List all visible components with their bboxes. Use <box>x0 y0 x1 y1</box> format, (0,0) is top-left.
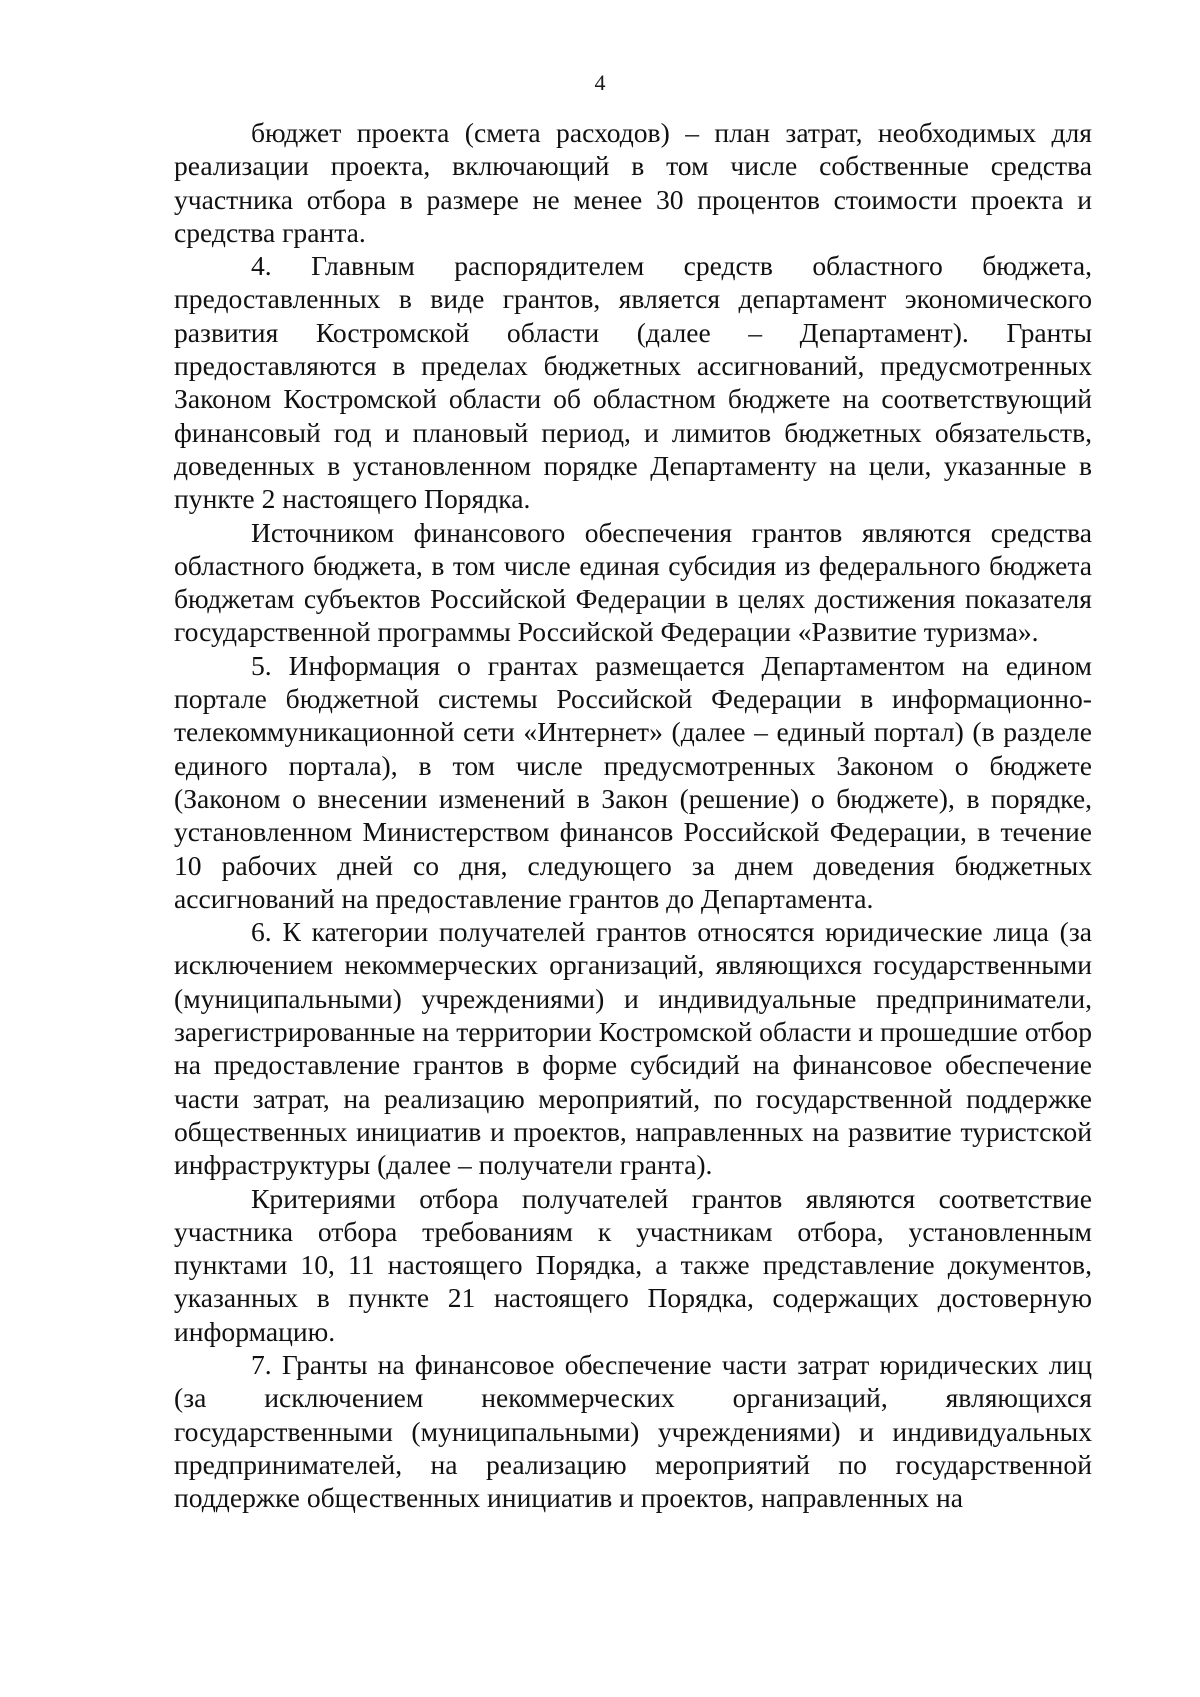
document-body <box>174 116 1092 1514</box>
paragraph-selection-criteria: Критериями отбора получателей грантов являются соответствие участника отбора требованиям к участникам отбора, установленным пунктами 10, 11 настоящего Порядка, а также представление документов, указанных в пункте 21 настоящего Порядка, содержащих достоверную информацию. <box>174 1182 1092 1347</box>
paragraph-funding-source: Источником финансового обеспечения грантов являются средства областного бюджета, в том числе единая субсидия из федерального бюджета бюджетам субъектов Российской Федерации в целях достижения показателя государственной программы Российской Федерации «Развитие туризма». <box>174 516 1092 648</box>
page-number: 4 <box>594 70 606 95</box>
paragraph-item-5: 5. Информация о грантах размещается Департаментом на едином портале бюджетной системы Российской Федерации в информационно-телекоммуникационной сети «Интернет» (далее – единый портал) (в разделе единого портала), в том числе предусмотренных Законом о бюджете (Законом о внесении изменений в Закон (решение) о бюджете), в порядке, установленном Министерством финансов Российской Федерации, в течение 10 рабочих дней со дня, следующего за днем доведения бюджетных ассигнований на предоставление грантов до Департамента. <box>174 649 1092 914</box>
paragraph-budget-definition: бюджет проекта (смета расходов) – план затрат, необходимых для реализации проекта, включающий в том числе собственные средства участника отбора в размере не менее 30 процентов стоимости проекта и средства гранта. <box>174 117 1092 248</box>
paragraph-item-7: 7. Гранты на финансовое обеспечение части затрат юридических лиц (за исключением некоммерческих организаций, являющихся государственными (муниципальными) учреждениями) и индивидуальных предпринимателей, на реализацию мероприятий по государственной поддержке общественных инициатив и проектов, направленных на <box>174 1348 1092 1514</box>
paragraph-item-6: 6. К категории получателей грантов относятся юридические лица (за исключением некоммерческих организаций, являющихся государственными (муниципальными) учреждениями) и индивидуальные предприниматели, зарегистрированные на территории Костромской области и прошедшие отбор на предоставление грантов в форме субсидий на финансовое обеспечение части затрат, на реализацию мероприятий, по государственной поддержке общественных инициатив и проектов, направленных на развитие туристской инфраструктуры (далее – получатели гранта). <box>174 916 1092 1181</box>
paragraph-item-4: 4. Главным распорядителем средств областного бюджета, предоставленных в виде грантов, является департамент экономического развития Костромской области (далее – Департамент). Гранты предоставляются в пределах бюджетных ассигнований, предусмотренных Законом Костромской области об областном бюджете на соответствующий финансовый год и плановый период, и лимитов бюджетных обязательств, доведенных в установленном порядке Департаменту на цели, указанные в пункте 2 настоящего Порядка. <box>174 250 1092 515</box>
